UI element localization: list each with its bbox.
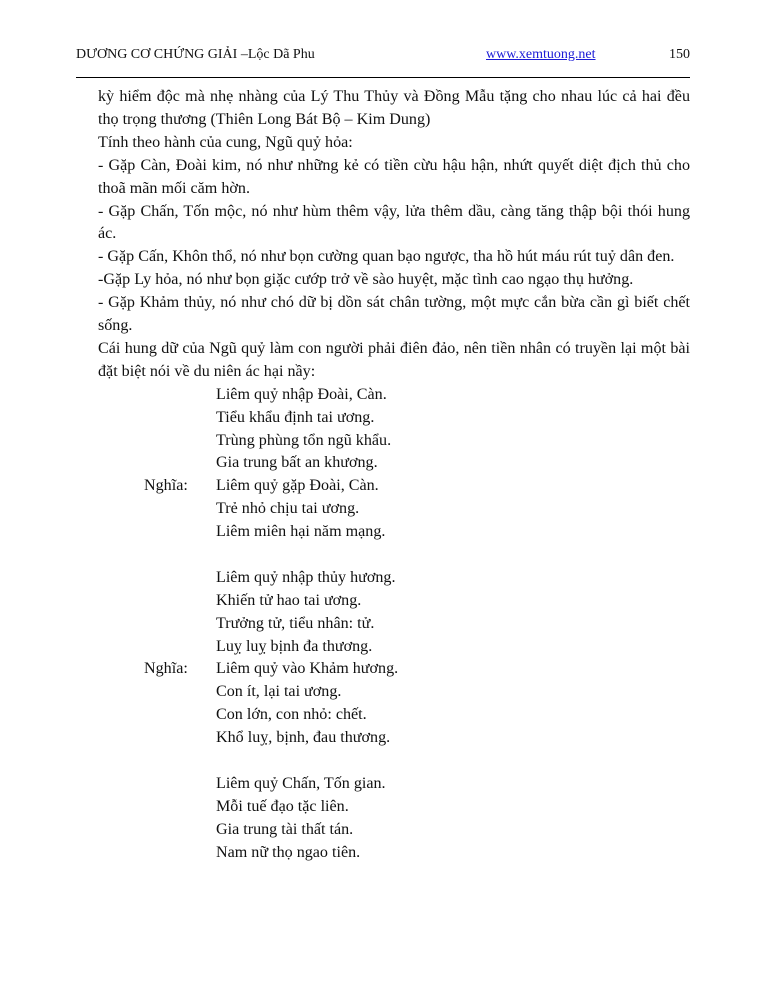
verse-line: Nghĩa: Liêm quỷ gặp Đoài, Càn. — [98, 475, 690, 498]
verse-line: Gia trung tài thất tán. — [216, 820, 354, 838]
book-title: DƯƠNG CƠ CHỨNG GIẢI –Lộc Dã Phu — [76, 47, 315, 62]
paragraph-chan-ton: - Gặp Chấn, Tốn mộc, nó như hùm thêm vậy, lửa thêm dầu, càng tăng thập bội thói hung ác. — [98, 202, 690, 243]
paragraph-can-doai: - Gặp Càn, Đoài kim, nó như những kẻ có tiền cừu hậu hận, nhứt quyết diệt địch thủ cho thoã mãn mối căm hờn. — [98, 156, 690, 197]
verse-line: Khiến tử hao tai ương. — [216, 591, 362, 609]
page-body — [98, 86, 690, 864]
verse-line: Luỵ luỵ bịnh đa thương. — [216, 637, 373, 655]
website-link[interactable]: www.xemtuong.net — [486, 47, 596, 62]
poem-stanza-2 — [98, 567, 690, 659]
verse-line: Nghĩa: Liêm quỷ vào Khảm hương. — [98, 658, 690, 681]
verse-line: Con lớn, con nhỏ: chết. — [216, 706, 367, 724]
verse-line: Trùng phùng tổn ngũ khẩu. — [216, 431, 392, 449]
poem-meaning-1 — [98, 475, 690, 544]
page-header — [76, 44, 690, 68]
page-number: 150 — [669, 47, 690, 62]
verse-line: Tiểu khẩu định tai ương. — [216, 408, 375, 426]
paragraph-poem-intro: Cái hung dữ của Ngũ quỷ làm con người phải điên đảo, nên tiền nhân có truyền lại một bài đặt biệt nói về du niên ác hại nầy: — [98, 339, 690, 380]
stanza-gap — [98, 544, 690, 567]
poem-stanza-3 — [98, 773, 690, 865]
paragraph-kham: - Gặp Khảm thủy, nó như chó dữ bị dồn sát chân tường, một mực cắn bừa cần gì biết chết sống. — [98, 294, 690, 335]
meaning-label: Nghĩa: — [144, 477, 188, 495]
meaning-label: Nghĩa: — [144, 660, 188, 678]
verse-line: Liêm quỷ Chấn, Tốn gian. — [216, 774, 386, 792]
paragraph-continuation: kỳ hiểm độc mà nhẹ nhàng của Lý Thu Thủy và Đồng Mẫu tặng cho nhau lúc cả hai đều thọ trọng thương (Thiên Long Bát Bộ – Kim Dung) — [98, 88, 690, 128]
verse-line: Trưởng tử, tiểu nhân: tử. — [216, 614, 375, 632]
poem-stanza-1 — [98, 384, 690, 476]
verse-line: Liêm quỷ nhập thủy hương. — [216, 568, 396, 586]
paragraph-ly: -Gặp Ly hỏa, nó như bọn giặc cướp trở về sào huyệt, mặc tình cao ngạo thụ hưởng. — [98, 271, 634, 289]
verse-line: Trẻ nhỏ chịu tai ương. — [216, 500, 360, 518]
verse-line: Mỗi tuế đạo tặc liên. — [216, 797, 349, 815]
verse-line: Liêm miên hại năm mạng. — [216, 523, 386, 541]
paragraph-intro: Tính theo hành của cung, Ngũ quỷ hỏa: — [98, 133, 353, 151]
poem-meaning-2 — [98, 658, 690, 750]
verse-line: Gia trung bất an khương. — [216, 454, 378, 472]
header-rule — [76, 77, 690, 78]
verse-line: Khổ luỵ, bịnh, đau thương. — [216, 729, 391, 747]
verse-line: Liêm quỷ nhập Đoài, Càn. — [216, 385, 387, 403]
paragraph-can-khon: - Gặp Cấn, Khôn thổ, nó như bọn cường quan bạo ngược, tha hồ hút máu rút tuỷ dân đen. — [98, 248, 675, 266]
stanza-gap — [98, 750, 690, 773]
verse-line: Con ít, lại tai ương. — [216, 683, 342, 701]
verse-line: Nam nữ thọ ngao tiên. — [216, 843, 361, 861]
